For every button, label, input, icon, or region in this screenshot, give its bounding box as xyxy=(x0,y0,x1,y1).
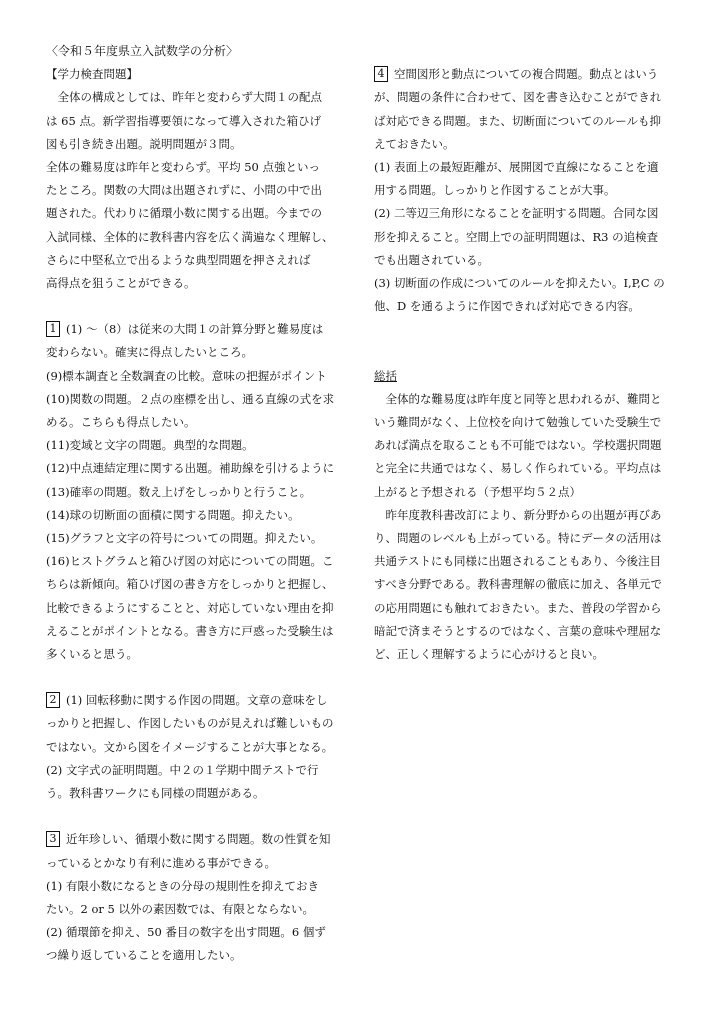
q1-line: (15)グラフと文字の符号についての問題。抑えたい。 xyxy=(46,530,323,545)
intro-line: 全体の難易度は昨年と変わらず。平均 50 点強といっ xyxy=(46,159,321,174)
summary-line: 共通テストにも同様に出題されることもあり、今後注目 xyxy=(374,554,662,569)
q4-line: でも出題されている。 xyxy=(374,252,489,267)
q2-line: (2) 文字式の証明問題。中２の１学期中間テストで行 xyxy=(46,762,319,777)
q4-line: (2) 二等辺三角形になることを証明する問題。合同な図 xyxy=(374,206,659,221)
summary-line: あれば満点を取ることも不可能ではない。学校選択問題 xyxy=(374,438,662,453)
summary-line: と完全に共通ではなく、易しく作られている。平均点は xyxy=(374,461,662,476)
q2-line: (1) 回転移動に関する作図の問題。文章の意味をし xyxy=(66,693,328,708)
question-2-section xyxy=(46,689,358,805)
q1-line: 変わらない。確実に得点したいところ。 xyxy=(46,345,253,360)
q2-line: っかりと把握し、作図したいものが見えれば難しいもの xyxy=(46,716,334,731)
q3-line: (2) 循環節を抑え、50 番目の数字を出す問題。6 個ず xyxy=(46,925,326,940)
q3-line: つ繰り返していることを適用したい。 xyxy=(46,948,242,963)
question-number-box: 4 xyxy=(374,66,388,82)
q1-line: えることがポイントとなる。書き方に戸惑った受験生は xyxy=(46,623,334,638)
q4-line: (3) 切断面の作成についてのルールを抑えたい。I,P,C の xyxy=(374,275,665,290)
q1-line: (9)標本調査と全数調査の比較。意味の把握がポイント xyxy=(46,368,327,383)
intro-paragraph xyxy=(46,86,358,295)
intro-line: 題された。代わりに循環小数に関する出題。今までの xyxy=(46,206,322,221)
document-title: 〈令和５年度県立入試数学の分析〉 xyxy=(46,44,239,58)
right-column xyxy=(374,40,684,666)
q4-line: 他、D を通るように作図できれば対応できる内容。 xyxy=(374,299,640,314)
intro-line: 図も引き続き出題。説明問題が３問。 xyxy=(46,136,242,151)
intro-line: 高得点を狙うことができる。 xyxy=(46,275,196,290)
section-subtitle: 【学力検査問題】 xyxy=(46,67,138,82)
q1-line: (11)変域と文字の問題。典型的な問題。 xyxy=(46,438,254,453)
intro-line: 全体の構成としては、昨年と変わらず大問１の配点 xyxy=(46,90,322,105)
summary-line: 昨年度教科書改訂により、新分野からの出題が再びあ xyxy=(374,507,662,522)
summary-line: 全体的な難易度は昨年度と同等と思われるが、難問と xyxy=(374,391,662,406)
q1-line: (10)関数の問題。２点の座標を出し、通る直線の式を求 xyxy=(46,391,335,406)
summary-line: いう難問がなく、上位校を向けて勉強していた受験生で xyxy=(374,415,662,429)
q1-line: ちらは新傾向。箱ひげ図の書き方をしっかりと把握し、 xyxy=(46,577,334,592)
q4-line: えておきたい。 xyxy=(374,136,455,151)
q1-line: (13)確率の問題。数え上げをしっかりと行うこと。 xyxy=(46,484,312,499)
q3-line: 近年珍しい、循環小数に関する問題。数の性質を知 xyxy=(66,832,331,847)
q3-line: たい。2 or 5 以外の素因数では、有限とならない。 xyxy=(46,901,315,916)
q4-line: 用する問題。しっかりと作図することが大事。 xyxy=(374,183,616,198)
q1-line: 比較できるようにすることと、対応していない理由を抑 xyxy=(46,600,334,615)
summary-heading: 総括 xyxy=(374,368,397,383)
q4-line: (1) 表面上の最短距離が、展開図で直線になることを適 xyxy=(374,159,659,174)
left-column xyxy=(46,40,358,968)
summary-line: り、問題のレベルも上がっている。特にデータの活用は xyxy=(374,530,662,545)
summary-section xyxy=(374,365,684,666)
summary-line: すべき分野である。教科書理解の徹底に加え、各単元で xyxy=(374,577,662,592)
q2-line: う。教科書ワークにも同様の問題がある。 xyxy=(46,786,265,800)
question-3-section xyxy=(46,828,358,967)
q3-line: (1) 有限小数になるときの分母の規則性を抑えておき xyxy=(46,878,319,893)
q1-line: (16)ヒストグラムと箱ひげ図の対応についての問題。こ xyxy=(46,554,334,569)
intro-line: さらに中堅私立で出るような典型問題を押さえれば xyxy=(46,252,311,267)
q1-line: (12)中点連結定理に関する出題。補助線を引けるように xyxy=(46,461,335,476)
question-1-section xyxy=(46,318,358,666)
question-number-box: 1 xyxy=(46,321,60,337)
question-number-box: 3 xyxy=(46,831,60,847)
summary-line: ど、正しく理解するように心がけると良い。 xyxy=(374,646,604,661)
question-number-box: 2 xyxy=(46,692,60,708)
q1-line: (1) ～（8）は従来の大問１の計算分野と難易度は xyxy=(66,322,324,337)
q3-line: っているとかなり有利に進める事ができる。 xyxy=(46,855,276,870)
q4-line: ば対応できる問題。また、切断面についてのルールも抑 xyxy=(374,113,662,128)
intro-line: は 65 点。新学習指導要領になって導入された箱ひげ xyxy=(46,113,321,128)
q4-line: 形を抑えること。空間上での証明問題は、R3 の追検査 xyxy=(374,229,659,244)
q2-line: ではない。文から図をイメージすることが大事となる。 xyxy=(46,739,334,754)
intro-line: 入試同様、全体的に教科書内容を広く満遍なく理解し、 xyxy=(46,229,334,244)
summary-line: 暗記で済まそうとするのではなく、言葉の意味や理屈な xyxy=(374,623,662,638)
question-4-section xyxy=(374,63,684,318)
q1-line: (14)球の切断面の面積に関する問題。抑えたい。 xyxy=(46,507,300,522)
q1-line: める。こちらも得点したい。 xyxy=(46,415,196,429)
summary-line: 上がると予想される（予想平均５２点） xyxy=(374,484,581,499)
q4-line: が、問題の条件に合わせて、図を書き込むことができれ xyxy=(374,90,662,105)
q4-line: 空間図形と動点についての複合問題。動点とはいう xyxy=(394,67,659,82)
intro-line: たところ。関数の大問は出題されずに、小問の中で出 xyxy=(46,183,322,198)
q1-line: 多くいると思う。 xyxy=(46,646,138,661)
summary-line: の応用問題にも触れておきたい。また、普段の学習から xyxy=(374,600,662,615)
